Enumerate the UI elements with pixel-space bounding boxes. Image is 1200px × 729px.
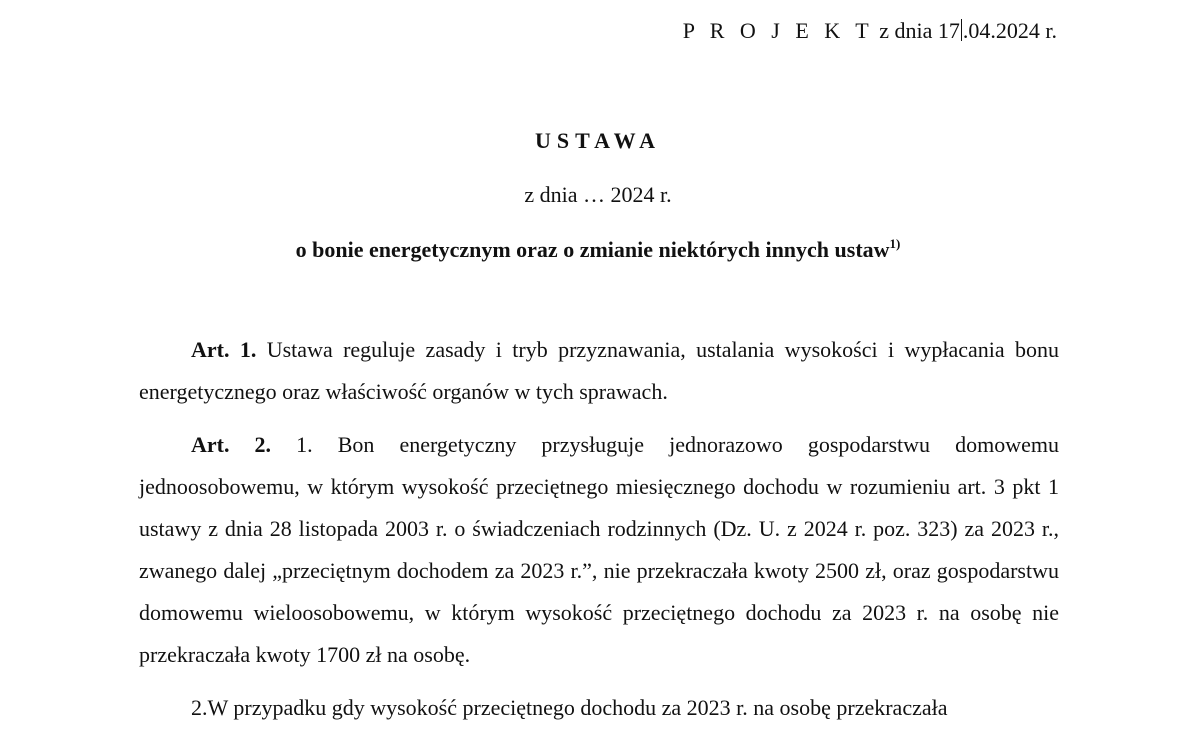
article-2-paragraph-2: 2.W przypadku gdy wysokość przeciętnego dochodu za 2023 r. na osobę przekraczała: [191, 695, 948, 720]
article-1-label: Art. 1.: [191, 337, 257, 362]
document-subject: [0, 237, 1196, 263]
projekt-date-part1: z dnia 17: [873, 18, 960, 43]
article-2-text: 1. Bon energetyczny przysługuje jednorazowo gospodarstwu domowemu jednoosobowemu, w którym wysokość przeciętnego miesięcznego dochodu w rozumieniu art. 3 pkt 1 ustawy z dnia 28 listopada 2003 r. o świadczeniach rodzinnych (Dz. U. z 2024 r. poz. 323) za 2023 r., zwanego dalej „przeciętnym dochodem za 2023 r.”, nie przekraczała kwoty 2500 zł, oraz gospodarstwu domowemu wieloosobowemu, w którym wysokość przeciętnego dochodu za 2023 r. na osobę nie przekraczała kwoty 1700 zł na osobę.: [139, 432, 1059, 667]
projekt-label: P R O J E K T: [682, 18, 874, 43]
article-2: [139, 424, 1059, 676]
subject-text: o bonie energetycznym oraz o zmianie niektórych innych ustaw: [295, 237, 890, 262]
document-title: USTAWA: [534, 128, 662, 153]
project-date-header: [683, 18, 1057, 44]
footnote-reference[interactable]: 1): [889, 236, 901, 251]
article-1: [139, 329, 1059, 413]
document-date: z dnia … 2024 r.: [524, 182, 672, 207]
projekt-date-part2: .04.2024 r.: [962, 18, 1057, 43]
document-body: [139, 329, 1059, 729]
article-2-label: Art. 2.: [191, 432, 272, 457]
text-cursor: [961, 19, 962, 41]
article-1-text: Ustawa reguluje zasady i tryb przyznawania, ustalania wysokości i wypłacania bonu energetycznego oraz właściwość organów w tych sprawach.: [139, 337, 1059, 404]
